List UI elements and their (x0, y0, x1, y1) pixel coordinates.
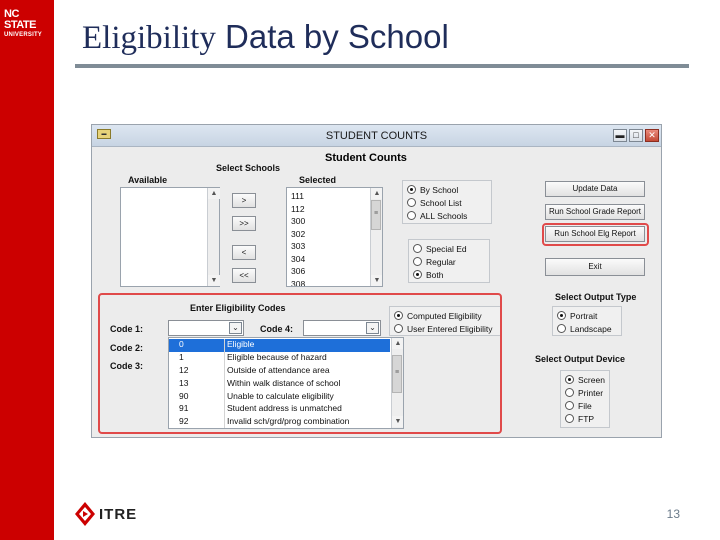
elg-report-highlight (542, 223, 649, 246)
radio-icon[interactable] (557, 324, 566, 333)
scroll-thumb[interactable]: ≡ (371, 200, 381, 230)
scroll-down-icon[interactable]: ▼ (208, 275, 220, 286)
scroll-down-icon[interactable]: ▼ (371, 275, 383, 286)
chevron-down-icon[interactable]: ⌄ (366, 322, 379, 334)
page-number: 13 (666, 507, 680, 521)
mode-option-computed[interactable]: Computed Eligibility (394, 309, 500, 322)
output-device-ftp[interactable]: FTP (565, 412, 609, 425)
remove-all-schools-button[interactable]: << (232, 268, 256, 283)
radio-icon[interactable] (565, 388, 574, 397)
window-title: STUDENT COUNTS (325, 130, 428, 142)
list-item[interactable]: 304 (291, 253, 306, 264)
brand-sidebar (0, 0, 54, 540)
add-all-schools-button[interactable]: >> (232, 216, 256, 231)
selected-schools-list[interactable] (286, 187, 383, 287)
remove-school-button[interactable]: < (232, 245, 256, 260)
update-data-button[interactable]: Update Data (545, 181, 645, 197)
slide-title (82, 18, 449, 57)
run-school-grade-report-button[interactable]: Run School Grade Report (545, 204, 645, 220)
scroll-down-icon[interactable]: ▼ (392, 416, 404, 427)
logo-line2: UNIVERSITY (4, 32, 43, 38)
school-scope-group (402, 180, 492, 224)
output-device-file[interactable]: File (565, 399, 609, 412)
student-counts-window (91, 124, 662, 438)
mode-option-user-entered[interactable]: User Entered Eligibility (394, 322, 500, 335)
list-item[interactable]: 300 (291, 216, 306, 226)
scroll-up-icon[interactable]: ▲ (392, 338, 404, 349)
slide-title-part2: Data by School (215, 18, 449, 55)
available-label: Available (128, 175, 168, 185)
radio-icon[interactable] (407, 198, 416, 207)
list-item[interactable]: 308 (291, 278, 306, 287)
output-device-group (560, 370, 610, 428)
student-type-group (408, 239, 490, 283)
app-icon: ▬ (97, 129, 111, 139)
scope-option-by-school[interactable]: By School (407, 183, 491, 196)
run-school-elg-report-button[interactable]: Run School Elg Report (545, 226, 645, 242)
radio-icon[interactable] (407, 185, 416, 194)
output-device-screen[interactable]: Screen (565, 373, 609, 386)
logo-line1: NC STATE (4, 8, 36, 31)
code1-label: Code 1: (110, 324, 144, 334)
radio-icon[interactable] (557, 311, 566, 320)
radio-icon[interactable] (413, 257, 422, 266)
list-item[interactable]: 111 (291, 191, 304, 201)
output-type-label: Select Output Type (555, 292, 637, 302)
list-item[interactable]: 112 (291, 203, 305, 214)
select-schools-label: Select Schools (216, 163, 281, 173)
exit-button[interactable]: Exit (545, 258, 645, 276)
title-divider (75, 64, 689, 68)
list-item[interactable]: 306 (291, 266, 306, 276)
scroll-up-icon[interactable]: ▲ (371, 188, 383, 199)
add-school-button[interactable]: > (232, 193, 256, 208)
eligibility-highlight (98, 293, 502, 434)
dropdown-row[interactable]: 0 Eligible (169, 339, 390, 352)
radio-icon[interactable] (565, 375, 574, 384)
form-heading: Student Counts (325, 152, 407, 164)
selected-label: Selected (299, 175, 337, 185)
output-type-landscape[interactable]: Landscape (557, 322, 621, 335)
university-logo (4, 9, 52, 38)
output-device-label: Select Output Device (535, 354, 626, 364)
available-schools-list[interactable] (120, 187, 220, 287)
dropdown-row[interactable]: 13 Within walk distance of school (169, 378, 390, 391)
window-titlebar[interactable] (92, 125, 661, 147)
itre-logo (74, 500, 137, 528)
code3-label: Code 3: (110, 361, 144, 371)
itre-logo-text: ITRE (99, 505, 138, 523)
type-option-regular[interactable]: Regular (413, 255, 489, 268)
scope-option-school-list[interactable]: School List (407, 196, 491, 209)
type-option-special-ed[interactable]: Special Ed (413, 242, 489, 255)
dropdown-row[interactable]: 90 Unable to calculate eligibility (169, 391, 390, 404)
eligibility-codes-heading: Enter Eligibility Codes (190, 303, 286, 313)
output-type-group (552, 306, 622, 336)
radio-icon[interactable] (413, 244, 422, 253)
scope-option-all-schools[interactable]: ALL Schools (407, 209, 491, 222)
itre-mark-icon (74, 501, 96, 527)
radio-icon[interactable] (407, 211, 416, 220)
list-item[interactable]: 302 (291, 228, 306, 239)
slide-title-part1: Eligibility (82, 20, 216, 56)
available-list-scrollbar[interactable] (207, 188, 219, 286)
selected-items (287, 191, 369, 287)
list-item[interactable]: 303 (291, 241, 306, 251)
maximize-button[interactable]: □ (629, 129, 643, 142)
dropdown-row[interactable]: 1 Eligible because of hazard (169, 352, 390, 365)
close-button[interactable]: ✕ (645, 129, 659, 142)
radio-icon[interactable] (565, 414, 574, 423)
chevron-down-icon[interactable]: ⌄ (229, 322, 242, 334)
minimize-button[interactable]: ▬ (613, 129, 627, 142)
code2-label: Code 2: (110, 343, 144, 353)
scroll-up-icon[interactable]: ▲ (208, 188, 220, 199)
type-option-both[interactable]: Both (413, 268, 489, 281)
selected-list-scrollbar[interactable] (370, 188, 382, 286)
dropdown-row[interactable]: 92 Invalid sch/grd/prog combination (169, 416, 390, 429)
dropdown-row[interactable]: 12 Outside of attendance area (169, 365, 390, 378)
scroll-thumb[interactable]: ≡ (392, 355, 402, 393)
radio-icon[interactable] (565, 401, 574, 410)
radio-icon[interactable] (413, 270, 422, 279)
code4-label: Code 4: (260, 324, 294, 334)
dropdown-row[interactable]: 91 Student address is unmatched (169, 403, 390, 416)
output-device-printer[interactable]: Printer (565, 386, 609, 399)
output-type-portrait[interactable]: Portrait (557, 309, 621, 322)
